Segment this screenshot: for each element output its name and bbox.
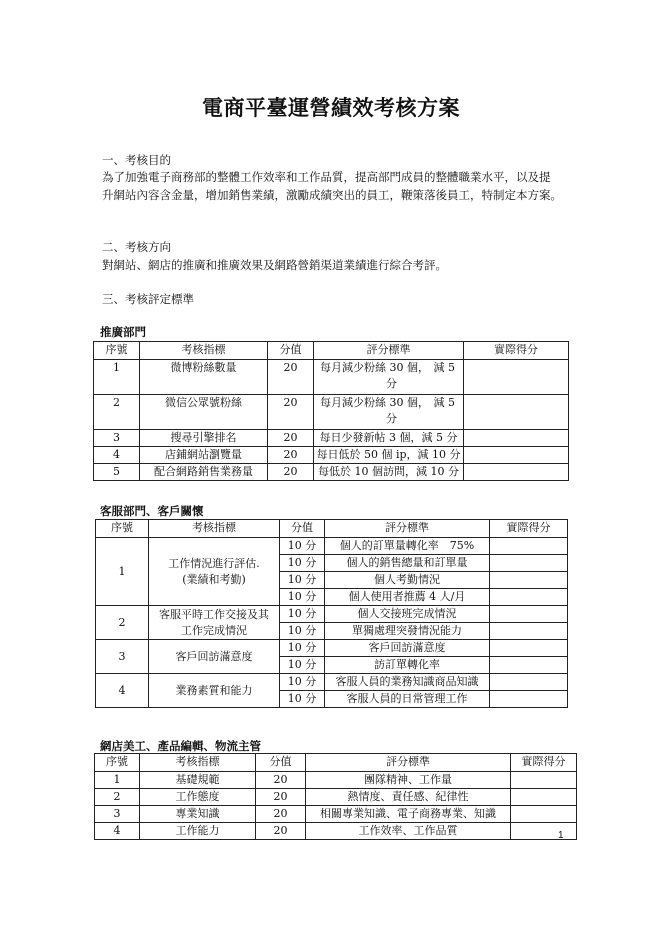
table-cell: 20: [256, 789, 306, 806]
customer-service-table: [95, 519, 568, 708]
header-score: 分值: [280, 520, 325, 538]
header-no: 序號: [94, 342, 140, 360]
table-cell: 微博粉絲數量: [140, 360, 268, 395]
table-cell: 個人考勤情況: [325, 572, 490, 589]
table-cell: 1: [95, 772, 140, 789]
page-number: 1: [558, 830, 564, 841]
actual-score-cell: [490, 538, 568, 555]
item-text: 工作情況進行評估.: [168, 556, 260, 570]
item-text: 客服平時工作交接及其: [159, 607, 269, 621]
table-cell: 個人使用者推薦 4 人/月: [325, 589, 490, 606]
section-1-line-2: 升網站內容含金量，增加銷售業績，激勵成績突出的員工，鞭策落後員工，特制定本方案。: [102, 188, 562, 202]
table3-caption: 網店美工、產品編輯、物流主管: [100, 739, 261, 753]
table1-caption: 推廣部門: [100, 325, 146, 339]
table-cell: 個人的訂單量轉化率 75%: [325, 538, 490, 555]
design-logistics-table: [94, 753, 577, 840]
table-cell: 店鋪網站瀏覽量: [140, 447, 268, 464]
table-cell: 每日少發新帖 3 個，減 5 分: [314, 430, 464, 447]
item-text: (業績和考勤): [182, 572, 246, 586]
table-cell: 配合網路銷售業務量: [140, 464, 268, 481]
actual-score-cell: [490, 640, 568, 657]
table2-caption: 客服部門、客戶關懷: [100, 504, 204, 518]
table-cell: 20: [268, 447, 314, 464]
table-cell: 每日低於 50 個 ip，減 10 分: [314, 447, 464, 464]
table-cell: 客戶回訪滿意度: [149, 640, 280, 674]
actual-score-cell: [464, 464, 569, 481]
header-no: 序號: [95, 754, 140, 772]
table-cell: 10 分: [280, 640, 325, 657]
standard-text: 減 5: [433, 361, 455, 374]
table-cell: 20: [256, 772, 306, 789]
actual-score-cell: [490, 691, 568, 708]
header-actual: 實際得分: [511, 754, 577, 772]
table-cell: [149, 538, 280, 606]
section-2-line-1: 對網站、網店的推廣和推廣效果及網路營銷渠道業績進行綜合考評。: [102, 258, 447, 272]
table-cell: 團隊精神、工作量: [306, 772, 511, 789]
standard-text: 每月減少粉絲 30 個，: [320, 396, 429, 409]
table-cell: 10 分: [280, 657, 325, 674]
table-cell: 2: [96, 606, 149, 640]
standard-text: 每月減少粉絲 30 個，: [320, 361, 429, 374]
table-cell: 2: [95, 789, 140, 806]
header-item: 考核指標: [149, 520, 280, 538]
table-cell: 每低於 10 個訪問，減 10 分: [314, 464, 464, 481]
item-text: 工作完成情況: [181, 623, 247, 637]
standard-text: 分: [386, 412, 397, 425]
table-cell: 個人的銷售總量和訂單量: [325, 555, 490, 572]
table-cell: 3: [96, 640, 149, 674]
table-cell: 20: [268, 464, 314, 481]
actual-score-cell: [464, 430, 569, 447]
table-cell: 20: [256, 823, 306, 840]
table-cell: 專業知識: [140, 806, 256, 823]
standard-text: 減 5: [433, 396, 455, 409]
table-cell: 業務素質和能力: [149, 674, 280, 708]
table-cell: [314, 360, 464, 395]
table-cell: 客戶回訪滿意度: [325, 640, 490, 657]
table-cell: 4: [95, 823, 140, 840]
header-item: 考核指標: [140, 754, 256, 772]
table-cell: 熱情度、責任感、紀律性: [306, 789, 511, 806]
actual-score-cell: [464, 447, 569, 464]
table-cell: 3: [94, 430, 140, 447]
table-cell: 2: [94, 395, 140, 430]
table-cell: 客服人員的業務知識商品知識: [325, 674, 490, 691]
standard-text: 分: [386, 377, 397, 390]
table-cell: 搜尋引擎排名: [140, 430, 268, 447]
table-cell: 10 分: [280, 606, 325, 623]
actual-score-cell: [490, 657, 568, 674]
actual-score-cell: [511, 823, 577, 840]
table-cell: 工作效率、工作品質: [306, 823, 511, 840]
table-cell: 20: [256, 806, 306, 823]
header-score: 分值: [268, 342, 314, 360]
table-cell: 相關專業知識、電子商務專業、知識: [306, 806, 511, 823]
table-cell: 個人交接班完成情況: [325, 606, 490, 623]
section-3-heading: 三、考核評定標準: [102, 292, 194, 306]
header-actual: 實際得分: [490, 520, 568, 538]
table-cell: 訪訂單轉化率: [325, 657, 490, 674]
actual-score-cell: [511, 772, 577, 789]
table-cell: 客服人員的日常管理工作: [325, 691, 490, 708]
table-cell: 微信公眾號粉絲: [140, 395, 268, 430]
table-cell: 10 分: [280, 572, 325, 589]
table-cell: 1: [96, 538, 149, 606]
table-cell: 10 分: [280, 538, 325, 555]
header-no: 序號: [96, 520, 149, 538]
table-cell: 4: [96, 674, 149, 708]
section-1-heading: 一、考核目的: [102, 153, 171, 167]
actual-score-cell: [490, 623, 568, 640]
actual-score-cell: [490, 555, 568, 572]
table-cell: 10 分: [280, 589, 325, 606]
table-cell: 20: [268, 395, 314, 430]
table-cell: [314, 395, 464, 430]
actual-score-cell: [511, 806, 577, 823]
table-cell: 10 分: [280, 623, 325, 640]
actual-score-cell: [490, 674, 568, 691]
header-standard: 評分標準: [314, 342, 464, 360]
table-cell: 基礎規範: [140, 772, 256, 789]
header-standard: 評分標準: [306, 754, 511, 772]
table-cell: 5: [94, 464, 140, 481]
table-cell: 10 分: [280, 674, 325, 691]
table-cell: 20: [268, 430, 314, 447]
actual-score-cell: [490, 606, 568, 623]
section-2-heading: 二、考核方向: [102, 240, 171, 254]
actual-score-cell: [490, 572, 568, 589]
actual-score-cell: [464, 395, 569, 430]
table-cell: 3: [95, 806, 140, 823]
table-cell: 1: [94, 360, 140, 395]
table-cell: 工作態度: [140, 789, 256, 806]
table-cell: 10 分: [280, 691, 325, 708]
table-cell: 20: [268, 360, 314, 395]
table-cell: 工作能力: [140, 823, 256, 840]
actual-score-cell: [511, 789, 577, 806]
section-1-line-1: 為了加強電子商務部的整體工作效率和工作品質，提高部門成員的整體職業水平，以及提: [102, 170, 551, 184]
promotion-table: [93, 341, 569, 481]
header-item: 考核指標: [140, 342, 268, 360]
table-cell: 4: [94, 447, 140, 464]
table-cell: 10 分: [280, 555, 325, 572]
header-actual: 實際得分: [464, 342, 569, 360]
actual-score-cell: [490, 589, 568, 606]
table-cell: 單獨處理突發情況能力: [325, 623, 490, 640]
actual-score-cell: [464, 360, 569, 395]
document-title: 電商平臺運營績效考核方案: [202, 95, 460, 120]
header-score: 分值: [256, 754, 306, 772]
table-cell: [149, 606, 280, 640]
header-standard: 評分標準: [325, 520, 490, 538]
